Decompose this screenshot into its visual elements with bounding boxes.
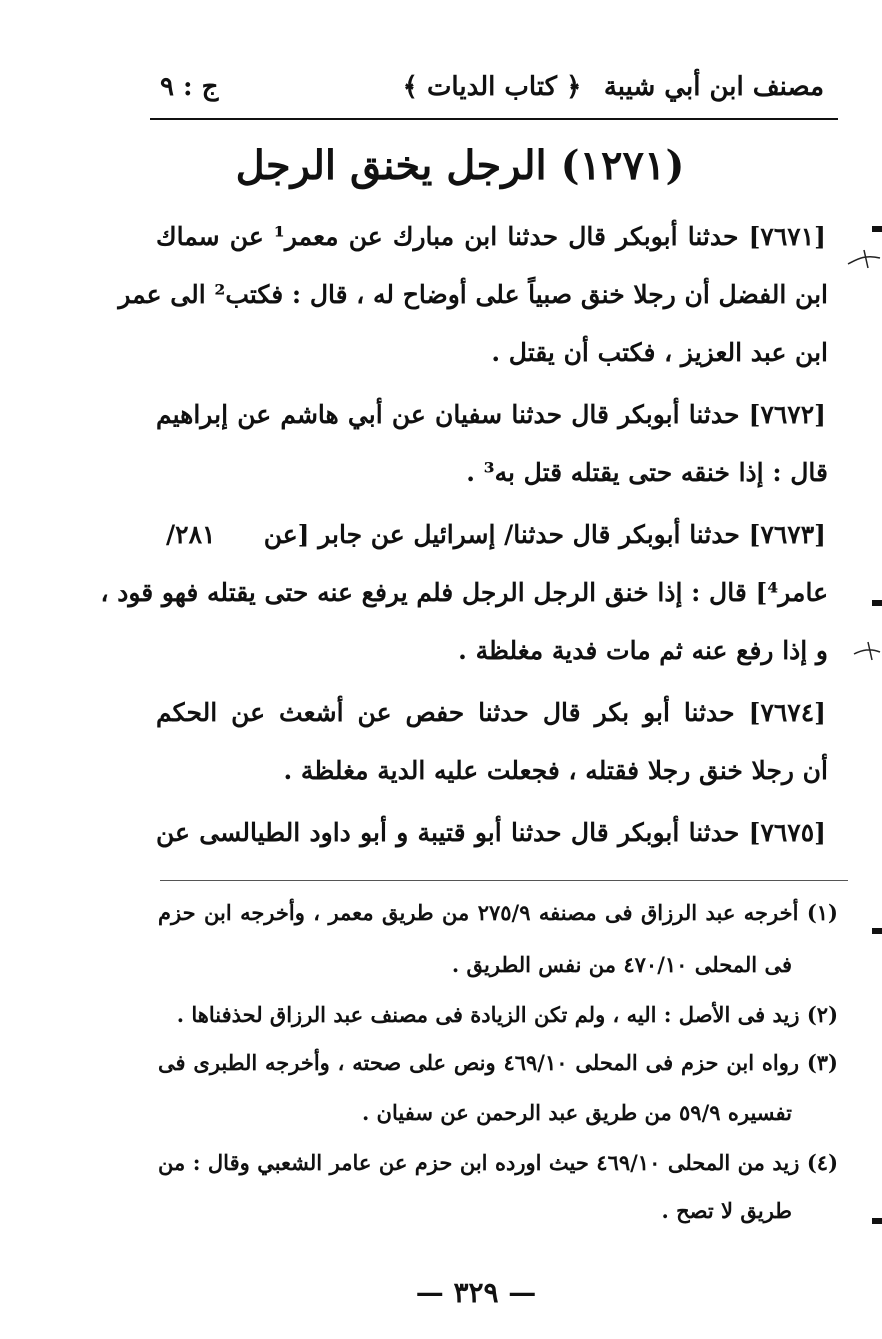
page-number: — ٣٢٩ —: [415, 1276, 537, 1309]
text-line: ابن عبد العزيز ، فكتب أن يقتل .: [491, 338, 828, 367]
text-line: و إذا رفع عنه ثم مات فدية مغلظة .: [458, 636, 828, 665]
footnote-line: فى المحلى ٤٧٠/١٠ من نفس الطريق .: [451, 952, 792, 977]
footnote-line: (٤) زيد من المحلى ٤٦٩/١٠ حيث اورده ابن حزم عن عامر الشعبي وقال : من: [158, 1150, 839, 1175]
text-line: [٧٦٧٤] حدثنا أبو بكر قال حدثنا حفص عن أشعث عن الحكم: [156, 698, 826, 727]
edge-mark: [872, 1218, 882, 1224]
edge-mark: [872, 928, 882, 934]
edge-scribble: [852, 640, 882, 664]
footnote-line: (٢) زيد فى الأصل : اليه ، ولم تكن الزيادة فى مصنف عبد الرزاق لحذفناها .: [176, 1002, 838, 1027]
text-line: [٧٦٧٥] حدثنا أبوبكر قال حدثنا أبو قتيبة و أبو داود الطيالسى عن: [156, 818, 826, 847]
header-rule: [150, 118, 838, 120]
footnote-line: (٣) رواه ابن حزم فى المحلى ٤٦٩/١٠ ونص على صحته ، وأخرجه الطبرى فى: [158, 1050, 838, 1075]
text-line: [٧٦٧٣] حدثنا أبوبكر قال حدثنا/ إسرائيل عن جابر [عن: [263, 520, 826, 549]
edge-mark: [872, 226, 882, 232]
footnote-rule: [160, 880, 848, 881]
margin-page-reference: ٢٨١/: [166, 520, 216, 549]
edge-mark: [872, 600, 882, 606]
text-line: قال : إذا خنقه حتى يقتله قتل به³ .: [466, 458, 828, 487]
header-book-title: مصنف ابن أبي شيبة: [603, 72, 824, 102]
edge-scribble: [846, 244, 882, 272]
text-line: ابن الفضل أن رجلا خنق صبياً على أوضاح له ، قال : فكتب² الى عمر: [118, 280, 828, 309]
text-line: أن رجلا خنق رجلا فقتله ، فجعلت عليه الدية مغلظة .: [283, 756, 828, 785]
footnote-line: تفسيره ٥٩/٩ من طريق عبد الرحمن عن سفيان .: [361, 1100, 792, 1125]
text-line: [٧٦٧٢] حدثنا أبوبكر قال حدثنا سفيان عن أبي هاشم عن إبراهيم: [156, 400, 826, 429]
footnote-line: طريق لا تصح .: [661, 1198, 792, 1223]
text-line: [٧٦٧١] حدثنا أبوبكر قال حدثنا ابن مبارك عن معمر¹ عن سماك: [156, 222, 826, 251]
text-line: عامر⁴] قال : إذا خنق الرجل الرجل فلم يرفع عنه حتى يقتله فهو قود ،: [100, 578, 828, 607]
header-volume: ج : ٩: [160, 72, 219, 102]
header-chapter-title: ﴿ كتاب الديات ﴾: [402, 72, 582, 102]
footnote-line: (١) أخرجه عبد الرزاق فى مصنفه ٢٧٥/٩ من طريق معمر ، وأخرجه ابن حزم: [158, 900, 838, 925]
chapter-heading: (١٢٧١) الرجل يخنق الرجل: [235, 142, 685, 189]
